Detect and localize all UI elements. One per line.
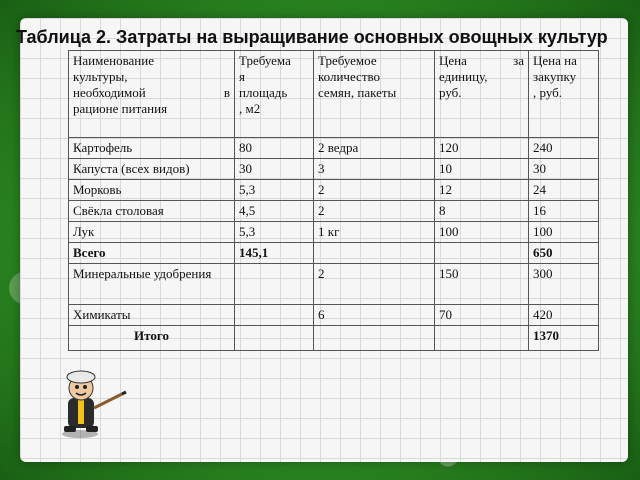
header-text: Требуемое [318,53,377,68]
cell-area [235,264,314,305]
cell-unit-price: 120 [435,138,529,159]
cell-area [235,305,314,326]
cell-purchase-price: 100 [529,222,599,243]
cell-culture: Картофель [69,138,235,159]
cell-unit-price: 100 [435,222,529,243]
header-text: Требуема [239,53,291,68]
header-text: Наименование [73,53,154,68]
cell-unit-price [435,243,529,264]
cell-seeds: 3 [314,159,435,180]
cell-unit-price: 150 [435,264,529,305]
table-title: Таблица 2. Затраты на выращивание основных овощных культур [16,27,608,47]
cartoon-mascot-icon [50,368,150,438]
header-text: семян, пакеты [318,85,397,100]
header-text: необходимой в [73,85,230,100]
costs-table [68,50,599,351]
total-row [69,326,599,351]
cell-unit-price: 10 [435,159,529,180]
cell-seeds: 2 [314,201,435,222]
cell-area: 30 [235,159,314,180]
cell-seeds [314,243,435,264]
cell-culture: Химикаты [69,305,235,326]
cell-seeds: 2 ведра [314,138,435,159]
cell-subtotal-label: Всего [69,243,235,264]
cell-purchase-price: 240 [529,138,599,159]
header-seeds [314,51,435,138]
cell-unit-price: 8 [435,201,529,222]
subtotal-row [69,243,599,264]
cell-total-label: Итого [69,326,235,351]
cell-culture: Капуста (всех видов) [69,159,235,180]
table-row [69,138,599,159]
cell-culture: Свёкла столовая [69,201,235,222]
header-unit-price [435,51,529,138]
cell-purchase-price: 16 [529,201,599,222]
cell-seeds: 2 [314,180,435,201]
header-purchase-price [529,51,599,138]
table-row [69,222,599,243]
cell-area-total: 145,1 [235,243,314,264]
cell-seeds: 6 [314,305,435,326]
header-text: Цена за [439,53,524,68]
cell-area [235,326,314,351]
cell-unit-price: 70 [435,305,529,326]
header-text: культуры, [73,69,128,84]
header-text: рационе питания [73,101,168,116]
header-text: площадь [239,85,288,100]
table-row [69,264,599,305]
header-text: закупку [533,69,577,84]
cell-seeds [314,326,435,351]
cell-seeds: 1 кг [314,222,435,243]
header-area [235,51,314,138]
cell-culture: Минеральные удобрения [69,264,235,305]
header-text: руб. [439,85,462,100]
cell-area: 5,3 [235,222,314,243]
cell-area: 5,3 [235,180,314,201]
cell-area: 4,5 [235,201,314,222]
header-text: , руб. [533,85,563,100]
table-row [69,159,599,180]
cell-culture: Лук [69,222,235,243]
table-row [69,305,599,326]
header-text: количество [318,69,381,84]
header-text: я [239,69,245,84]
cell-seeds: 2 [314,264,435,305]
header-text: Цена на [533,53,577,68]
cell-purchase-price: 420 [529,305,599,326]
cell-purchase-price: 24 [529,180,599,201]
header-row [69,51,599,138]
cell-area: 80 [235,138,314,159]
cell-purchase-total: 1370 [529,326,599,351]
table-row [69,180,599,201]
cell-purchase-subtotal: 650 [529,243,599,264]
header-culture [69,51,235,138]
cell-culture: Морковь [69,180,235,201]
cell-purchase-price: 30 [529,159,599,180]
cell-purchase-price: 300 [529,264,599,305]
cell-unit-price [435,326,529,351]
header-text: единицу, [439,69,488,84]
header-text: , м2 [239,101,261,116]
cell-unit-price: 12 [435,180,529,201]
table-row [69,201,599,222]
